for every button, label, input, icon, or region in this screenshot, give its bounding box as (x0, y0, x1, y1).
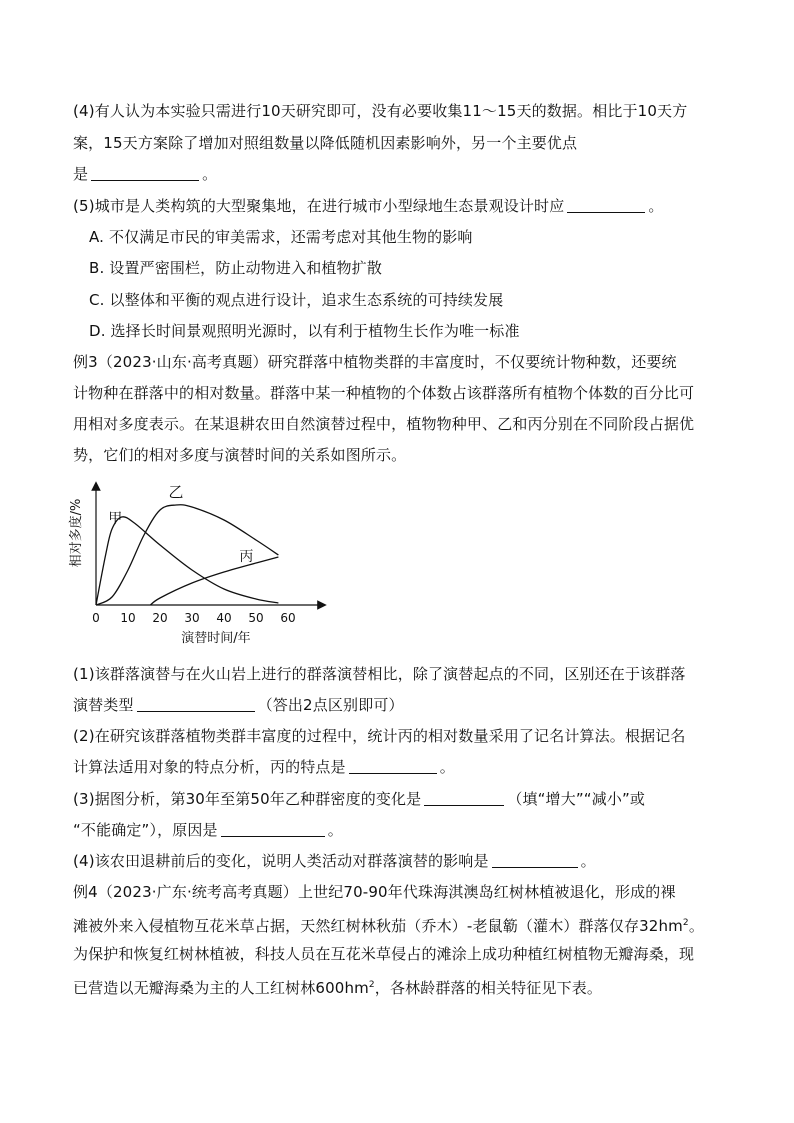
e3-q3-reason-prefix: “不能确定”），原因是 (73, 821, 218, 839)
answer-blank-e3-q2[interactable] (349, 758, 437, 774)
example4-line-3: 为保护和恢复红树林植被，科技人员在互花米草侵占的滩涂上成功种植红树植物无瓣海桑，现 (73, 945, 695, 963)
answer-blank-e3-q4[interactable] (492, 852, 578, 868)
example4-line-4-text: 已营造以无瓣海桑为主的人工红树林600hm (73, 979, 369, 997)
x-tick-label: 0 (92, 611, 100, 625)
e3-q3-line-1 (73, 789, 645, 809)
series-label-2: 丙 (239, 549, 254, 565)
x-tick-label: 30 (184, 611, 200, 625)
e3-q1-line-2 (73, 695, 404, 715)
e3-q2-prefix: 计算法适用对象的特点分析，丙的特点是 (73, 758, 346, 776)
example4-line-2 (73, 913, 704, 936)
series-label-0: 甲 (108, 511, 123, 527)
q5-stem-suffix: 。 (648, 197, 664, 215)
example4-line-2-text: 滩被外来入侵植物互花米草占据，天然红树林秋茄（乔木）-老鼠簕（灌木）群落仅存32hm (73, 917, 683, 935)
x-tick-label: 20 (152, 611, 168, 625)
example4-line-4-end: ，各林龄群落的相关特征见下表。 (374, 979, 603, 997)
x-tick-label: 40 (216, 611, 232, 625)
answer-blank-q4[interactable] (91, 165, 199, 181)
q5-option-b: B. 设置严密围栏，防止动物进入和植物扩散 (89, 259, 382, 277)
e3-q3-suffix: （填“增大”“减小”或 (507, 790, 646, 808)
answer-blank-e3-q3a[interactable] (424, 790, 504, 806)
y-axis-label: 相对多度/% (69, 498, 84, 568)
answer-blank-q5[interactable] (567, 197, 645, 213)
q5-option-c: C. 以整体和平衡的观点进行设计，追求生态系统的可持续发展 (89, 291, 504, 309)
q5-stem (73, 196, 664, 216)
q4-line-3 (73, 164, 217, 184)
example4-line-2-end: 。 (688, 917, 704, 935)
e3-q1-prefix: 演替类型 (73, 696, 134, 714)
e3-q2-suffix: 。 (439, 758, 455, 776)
q4-line-3-suffix: 。 (202, 165, 218, 183)
e3-q2-line-2 (73, 757, 455, 777)
answer-blank-e3-q1[interactable] (137, 696, 255, 712)
q5-option-d: D. 选择长时间景观照明光源时，以有利于植物生长作为唯一标准 (89, 322, 520, 340)
example4-line-4 (73, 975, 602, 998)
x-tick-label: 60 (280, 611, 296, 625)
e3-q3-line-2 (73, 820, 343, 840)
e3-q4-suffix: 。 (580, 852, 596, 870)
example3-line-4: 势，它们的相对多度与演替时间的关系如图所示。 (73, 446, 407, 464)
q4-line-2: 案，15天方案除了增加对照组数量以降低随机因素影响外，另一个主要优点 (73, 134, 578, 152)
q5-option-a: A. 不仅满足市民的审美需求，还需考虑对其他生物的影响 (89, 228, 473, 246)
e3-q4-prefix: (4)该农田退耕前后的变化，说明人类活动对群落演替的影响是 (73, 852, 489, 870)
e3-q3-prefix: (3)据图分析，第30年至第50年乙种群密度的变化是 (73, 790, 422, 808)
e3-q3-reason-suffix: 。 (327, 821, 343, 839)
example4-line-1: 例4（2023·广东·统考高考真题）上世纪70-90年代珠海淇澳岛红树林植被退化，形成的裸 (73, 883, 676, 901)
superscript-2: 2 (368, 980, 375, 990)
example3-line-2: 计物种在群落中的相对数量。群落中某一种植物的个体数占该群落所有植物个体数的百分比可 (73, 384, 695, 402)
q4-line-1: (4)有人认为本实验只需进行10天研究即可，没有必要收集11～15天的数据。相比于10天方 (73, 102, 688, 120)
q5-stem-text: (5)城市是人类构筑的大型聚集地，在进行城市小型绿地生态景观设计时应 (73, 197, 565, 215)
example3-line-3: 用相对多度表示。在某退耕农田自然演替过程中，植物物种甲、乙和丙分别在不同阶段占据优 (73, 415, 695, 433)
q4-line-3-prefix: 是 (73, 165, 89, 183)
x-axis-label: 演替时间/年 (181, 631, 251, 646)
answer-blank-e3-q3b[interactable] (221, 821, 325, 837)
series-label-1: 乙 (168, 483, 184, 501)
e3-q1-suffix: （答出2点区别即可） (257, 696, 404, 714)
example3-line-1: 例3（2023·山东·高考真题）研究群落中植物类群的丰富度时，不仅要统计物种数，还要统 (73, 353, 677, 371)
e3-q1-line-1: (1)该群落演替与在火山岩上进行的群落演替相比，除了演替起点的不同，区别还在于该群落 (73, 665, 686, 683)
succession-chart (64, 478, 334, 654)
e3-q2-line-1: (2)在研究该群落植物类群丰富度的过程中，统计丙的相对数量采用了记名计算法。根据记名 (73, 727, 686, 745)
x-tick-label: 50 (248, 611, 264, 625)
x-tick-label: 10 (120, 611, 136, 625)
series-line-2 (150, 557, 278, 605)
superscript-2: 2 (682, 918, 689, 928)
e3-q4-line (73, 851, 596, 871)
